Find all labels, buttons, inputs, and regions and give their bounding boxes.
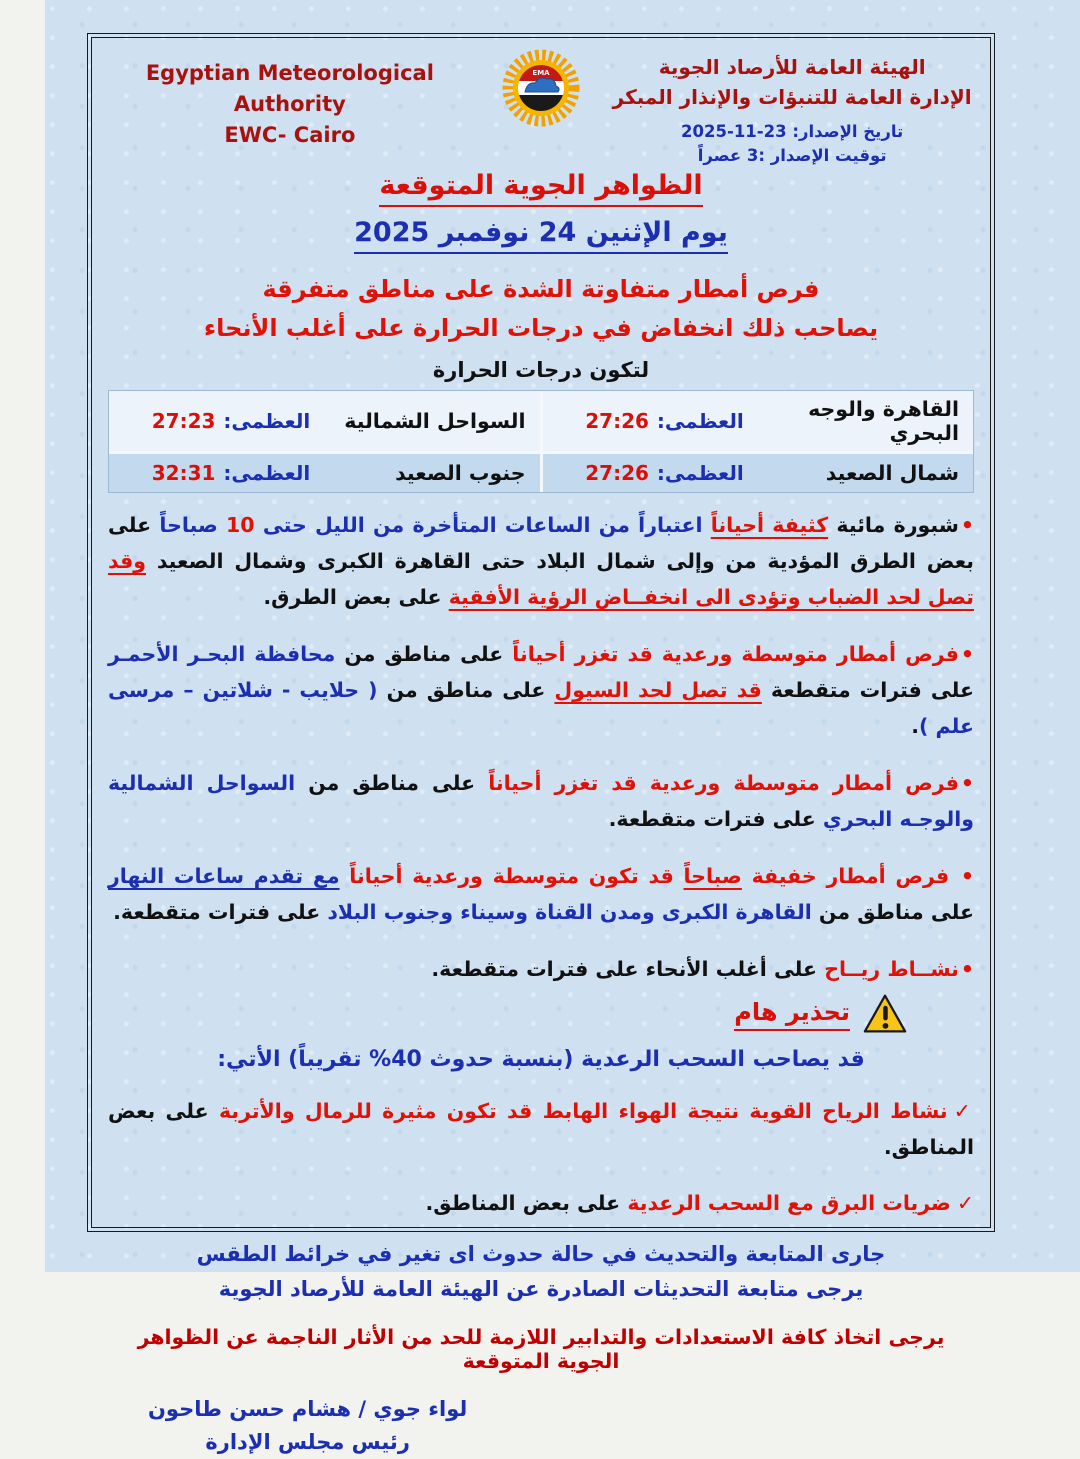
table-row [109, 451, 973, 492]
monitoring-note-line2: يرجى متابعة التحديثات الصادرة عن الهيئة العامة للأرصاد الجوية [108, 1272, 974, 1307]
table-cell [109, 454, 543, 492]
header [108, 44, 974, 168]
text-segment: على فترات متقطعة [762, 678, 974, 702]
text-segment: على أغلب الأنحاء على فترات متقطعة. [431, 957, 817, 981]
temperature-value: العظمى: 27:26 [557, 409, 744, 433]
text-segment: على بعض الطرق. [263, 585, 448, 609]
bulletin-border [87, 33, 995, 1232]
bulletin-date: يوم الإثنين 24 نوفمبر 2025 [108, 217, 974, 248]
bulletin-title: الظواهر الجوية المتوقعة [108, 170, 974, 201]
text-segment: على بعض المناطق. [425, 1191, 620, 1215]
text-segment: قد تكون متوسطة ورعدية أحياناً [340, 864, 684, 888]
ema-sun-logo-icon [501, 48, 581, 128]
org-english-line2: EWC- Cairo [108, 120, 472, 151]
text-segment: صباحاً [151, 513, 226, 537]
text-segment: على مناطق من [295, 771, 475, 795]
table-cell [543, 391, 974, 451]
temperatures-heading: لتكون درجات الحرارة [108, 358, 974, 382]
bullet-dot-icon: • [961, 642, 974, 666]
issue-date: تاريخ الإصدار: 23-11-2025 [610, 120, 974, 144]
text-segment: على بعض المناطق. [108, 1099, 974, 1159]
logo-container [472, 44, 611, 128]
check-icon: ✓ [954, 1099, 974, 1123]
preparedness-advice: يرجى اتخاذ كافة الاستعدادات والتدابير اللازمة للحد من الأثار الناجمة عن الظواهر الجوية المتوقعة [108, 1325, 974, 1373]
text-segment: على مناطق من [378, 678, 555, 702]
signature-name: لواء جوي / هشام حسن طاحون [148, 1393, 467, 1426]
org-arabic-line1: الهيئة العامة للأرصاد الجوية [610, 52, 974, 82]
table-row [109, 391, 973, 451]
text-segment: . [911, 714, 919, 738]
warning-triangle-icon [862, 993, 908, 1035]
page-background [45, 0, 1080, 1272]
text-segment: فرص أمطار خفيفة [742, 864, 949, 888]
warning-section [108, 993, 974, 1221]
text-segment: على بعض الطرق المؤدية من وإلى شمال البلاد حتى القاهرة الكبرى وشمال الصعيد [108, 513, 974, 573]
text-segment: كثيفة أحياناً [711, 513, 828, 537]
bullet-fog [108, 507, 974, 615]
text-segment: نشاط الرياح القوية نتيجة الهواء الهابط قد تكون مثيرة للرمال والأتربة [209, 1099, 948, 1123]
issue-info [610, 120, 974, 168]
temperature-value: العظمى: 27:26 [557, 461, 744, 485]
text-segment: ضريات البرق مع السحب الرعدية [620, 1191, 951, 1215]
org-english-block [108, 44, 472, 151]
issue-time: توقيت الإصدار :3 عصراً [610, 144, 974, 168]
text-segment: على فترات متقطعة. [609, 807, 816, 831]
temperature-value: العظمى: 27:23 [123, 409, 310, 433]
text-segment: فرص أمطار متوسطة ورعدية قد تغزر أحياناً [475, 771, 959, 795]
subtitle-line1: فرص أمطار متفاوتة الشدة على مناطق متفرقة [108, 270, 974, 309]
temperature-value: العظمى: 32:31 [123, 461, 310, 485]
text-segment: على مناطق من [335, 642, 503, 666]
warning-item-lightning [108, 1185, 974, 1221]
org-arabic-block [610, 44, 974, 168]
warning-header [108, 993, 964, 1035]
text-segment: مع تقدم ساعات النهار [108, 864, 340, 888]
org-english-line1: Egyptian Meteorological Authority [108, 58, 472, 120]
warning-item-wind [108, 1093, 974, 1165]
text-segment: على فترات متقطعة. [113, 900, 327, 924]
bulletin-sheet [91, 37, 991, 1228]
bullet-dot-icon: • [961, 957, 974, 981]
bullet-light-rain [108, 858, 974, 930]
warning-items [108, 1093, 974, 1222]
region-name: شمال الصعيد [744, 461, 959, 485]
text-segment: السواحل الشمالية والوجـه البحري [108, 771, 974, 831]
text-segment: ( حلايب - شلاتين – مرسى علم ) [108, 678, 974, 738]
region-name: السواحل الشمالية [310, 409, 525, 433]
warning-intro: قد يصاحب السحب الرعدية (بنسبة حدوث 40% تقريباً) الأتي: [108, 1047, 974, 1072]
check-icon: ✓ [957, 1191, 974, 1215]
warning-title: تحذير هام [734, 998, 850, 1031]
text-segment: فرص أمطار متوسطة ورعدية قد تغزر أحياناً [503, 642, 959, 666]
text-segment: اعتباراً من الساعات المتأخرة من الليل حتى [255, 513, 711, 537]
subtitle [108, 270, 974, 348]
bullet-dot-icon: • [961, 513, 974, 537]
signature-block [148, 1393, 467, 1459]
forecast-bullets [108, 507, 974, 987]
text-segment: نشــاط ريــاح [817, 957, 959, 981]
text-segment: وقد تصل لحد الضباب وتؤدى الى انخفــاض الرؤية الأفقية [108, 549, 974, 609]
text-segment: شبورة مائية [828, 513, 959, 537]
text-segment: صباحاً [684, 864, 742, 888]
bullet-wind-activity [108, 951, 974, 987]
text-segment: القاهرة الكبرى ومدن القناة وسيناء وجنوب البلاد [327, 900, 811, 924]
region-name: جنوب الصعيد [310, 461, 525, 485]
region-name: القاهرة والوجه البحري [744, 397, 959, 445]
temperature-table [108, 390, 974, 493]
bullet-dot-icon: • [961, 771, 974, 795]
bullet-dot-icon: • [961, 864, 974, 888]
table-cell [543, 454, 974, 492]
org-arabic-line2: الإدارة العامة للتنبؤات والإنذار المبكر [610, 82, 974, 112]
monitoring-note-line1: جارى المتابعة والتحديث في حالة حدوث اى تغير في خرائط الطقس [108, 1237, 974, 1272]
text-segment: قد تصل لحد السيول [554, 678, 761, 702]
subtitle-line2: يصاحب ذلك انخفاض في درجات الحرارة على أغلب الأنحاء [108, 309, 974, 348]
text-segment: محافظة البحـر الأحمـر [108, 642, 335, 666]
signature-title: رئيس مجلس الإدارة [148, 1426, 467, 1459]
text-segment: 10 [226, 513, 255, 537]
bullet-red-sea-rain [108, 636, 974, 744]
bullet-north-coast-rain [108, 765, 974, 837]
text-segment: على مناطق من [812, 900, 974, 924]
monitoring-note [108, 1237, 974, 1307]
svg-text:EMA: EMA [532, 69, 550, 77]
table-cell [109, 391, 543, 451]
